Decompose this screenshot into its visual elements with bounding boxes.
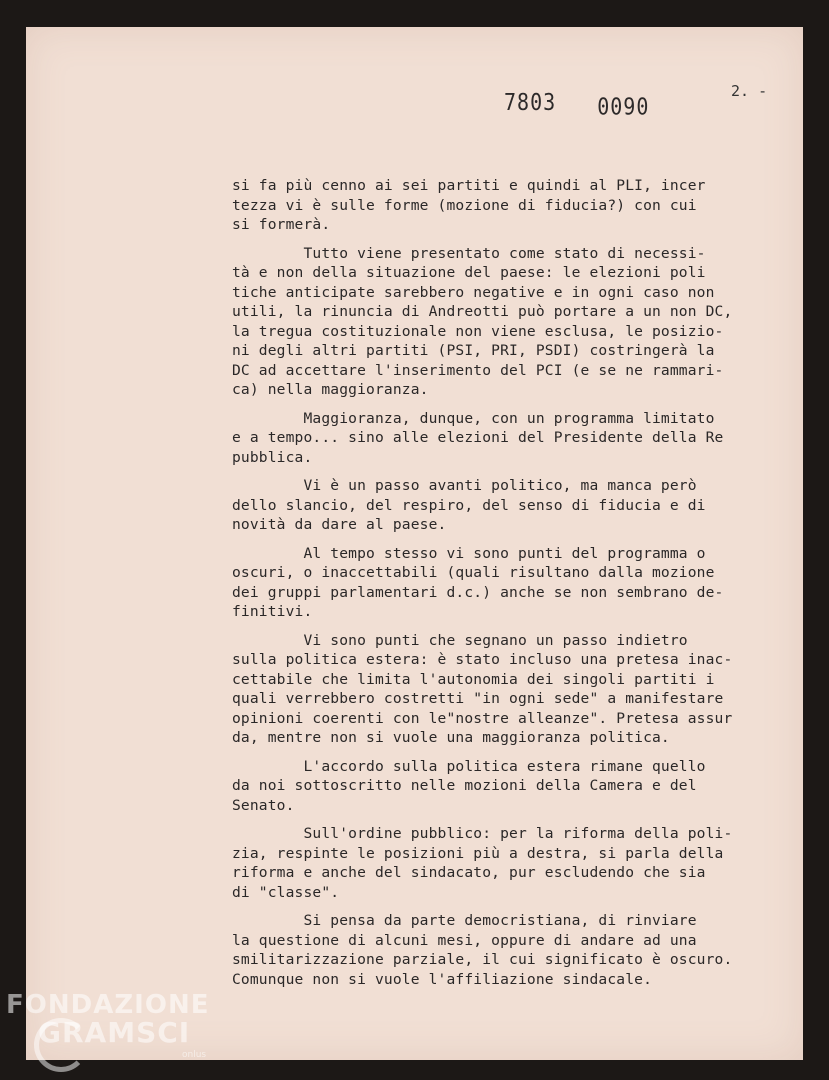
- paragraph: [232, 476, 792, 535]
- text-line: di "classe".: [232, 883, 340, 901]
- text-line: la questione di alcuni mesi, oppure di andare ad una: [232, 931, 697, 949]
- text-line: novità da dare al paese.: [232, 516, 447, 533]
- text-line: pubblica.: [232, 448, 313, 466]
- text-line: cettabile che limita l'autonomia dei singoli partiti i: [232, 670, 715, 688]
- watermark-line-1: FONDAZIONE: [6, 990, 210, 1020]
- text-line: riforma e anche del sindacato, pur escludendo che sia: [232, 864, 706, 881]
- text-line: quali verrebbero costretti "in ogni sede" a manifestare: [232, 690, 724, 707]
- text-line: utili, la rinuncia di Andreotti può portare a un non DC,: [232, 303, 733, 320]
- text-line: tiche anticipate sarebbero negative e in ogni caso non: [232, 283, 715, 301]
- paragraph: [232, 631, 792, 748]
- text-line: smilitarizzazione parziale, il cui significato è oscuro.: [232, 951, 733, 968]
- text-line: da, mentre non si vuole una maggioranza politica.: [232, 729, 670, 746]
- text-line: la tregua costituzionale non viene esclusa, le posizio-: [232, 322, 724, 340]
- text-line: Maggioranza, dunque, con un programma limitato: [232, 409, 715, 427]
- body-text: [232, 176, 792, 998]
- text-line: Vi è un passo avanti politico, ma manca però: [232, 477, 697, 494]
- text-line: Comunque non si vuole l'affiliazione sindacale.: [232, 970, 653, 988]
- watermark-logo: [6, 990, 210, 1060]
- text-line: Si pensa da parte democristiana, di rinviare: [232, 912, 697, 929]
- page-number: 2. -: [731, 82, 768, 100]
- watermark-line-3: onlus: [182, 1050, 207, 1060]
- archive-number-part-1: 7803: [504, 88, 557, 116]
- paragraph: [232, 911, 792, 989]
- paragraph: [232, 757, 792, 816]
- paragraph: [232, 176, 792, 235]
- text-line: Tutto viene presentato come stato di necessi-: [232, 244, 706, 262]
- text-line: L'accordo sulla politica estera rimane quello: [232, 757, 706, 775]
- text-line: dei gruppi parlamentari d.c.) anche se non sembrano de-: [232, 583, 724, 601]
- paragraph: [232, 544, 792, 622]
- text-line: Al tempo stesso vi sono punti del programma o: [232, 544, 706, 562]
- text-line: si formerà.: [232, 216, 331, 233]
- text-line: Vi sono punti che segnano un passo indietro: [232, 631, 688, 649]
- text-line: e a tempo... sino alle elezioni del Presidente della Re: [232, 429, 724, 446]
- text-line: Senato.: [232, 796, 295, 814]
- text-line: oscuri, o inaccettabili (quali risultano dalla mozione: [232, 564, 715, 581]
- text-line: ca) nella maggioranza.: [232, 381, 429, 398]
- text-line: da noi sottoscritto nelle mozioni della Camera e del: [232, 777, 697, 794]
- text-line: tezza vi è sulle forme (mozione di fiducia?) con cui: [232, 196, 697, 214]
- text-line: dello slancio, del respiro, del senso di fiducia e di: [232, 496, 706, 514]
- paragraph: [232, 409, 792, 468]
- archive-number-part-2: 0090: [597, 92, 650, 121]
- paragraph: [232, 824, 792, 902]
- archive-number: [504, 88, 650, 121]
- text-line: ni degli altri partiti (PSI, PRI, PSDI) costringerà la: [232, 342, 715, 359]
- paragraph: [232, 244, 792, 400]
- text-line: DC ad accettare l'inserimento del PCI (e se ne rammari-: [232, 361, 724, 379]
- text-line: si fa più cenno ai sei partiti e quindi al PLI, incer: [232, 177, 706, 194]
- text-line: finitivi.: [232, 603, 313, 620]
- text-line: zia, respinte le posizioni più a destra, si parla della: [232, 844, 724, 862]
- text-line: Sull'ordine pubblico: per la riforma della poli-: [232, 825, 733, 842]
- watermark-line-2: GRAMSCI: [38, 1016, 191, 1049]
- text-line: tà e non della situazione del paese: le elezioni poli: [232, 264, 706, 281]
- text-line: opinioni coerenti con le"nostre alleanze". Pretesa assur: [232, 709, 733, 727]
- text-line: sulla politica estera: è stato incluso una pretesa inac-: [232, 651, 733, 668]
